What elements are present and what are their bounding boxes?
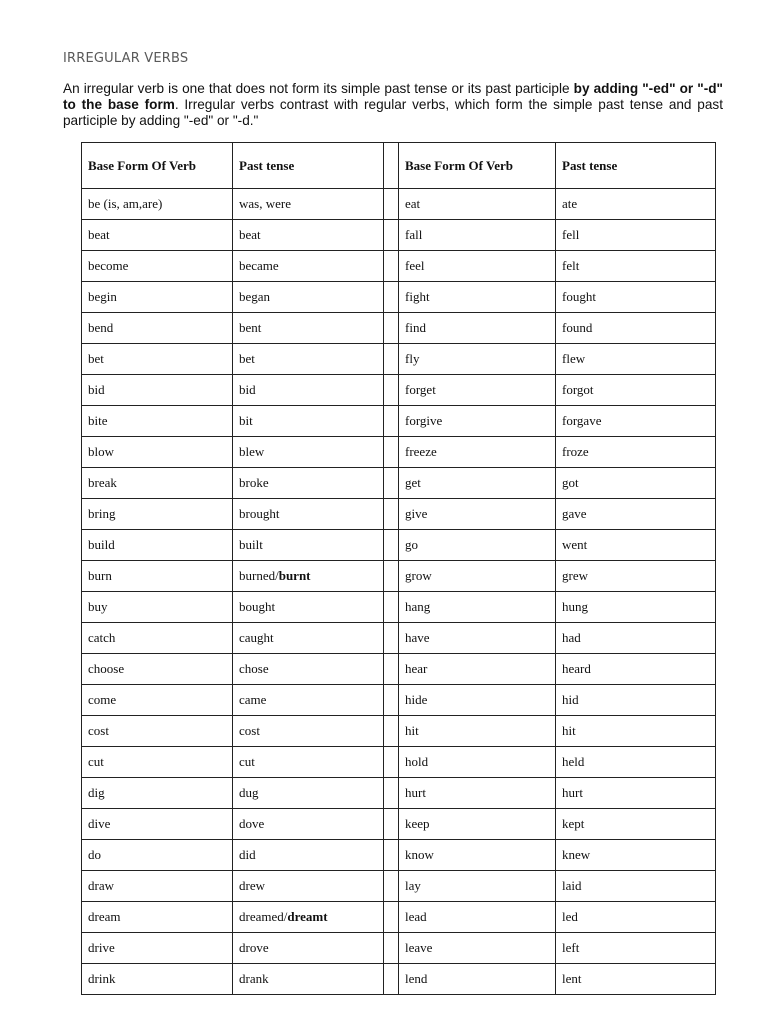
- past-tense-cell: [233, 561, 384, 592]
- intro-paragraph: [63, 81, 723, 129]
- past-tense-cell: found: [556, 313, 716, 344]
- past-tense-text: became: [239, 258, 279, 273]
- base-form-cell: find: [399, 313, 556, 344]
- past-tense-cell: [233, 592, 384, 623]
- base-form-cell: lay: [399, 871, 556, 902]
- past-tense-cell: flew: [556, 344, 716, 375]
- column-spacer-cell: [384, 437, 399, 468]
- past-tense-text: blew: [239, 444, 265, 459]
- past-tense-text: broke: [239, 475, 269, 490]
- past-tense-cell: ate: [556, 189, 716, 220]
- header-base-form-left: Base Form Of Verb: [82, 143, 233, 189]
- base-form-cell: catch: [82, 623, 233, 654]
- past-tense-cell: got: [556, 468, 716, 499]
- column-spacer-cell: [384, 189, 399, 220]
- past-tense-cell: [233, 654, 384, 685]
- past-tense-text: came: [239, 692, 267, 707]
- base-form-cell: come: [82, 685, 233, 716]
- past-tense-cell: [233, 716, 384, 747]
- past-tense-cell: hung: [556, 592, 716, 623]
- past-tense-text: cut: [239, 754, 255, 769]
- column-spacer-cell: [384, 282, 399, 313]
- header-past-tense-right: Past tense: [556, 143, 716, 189]
- table-row: [82, 871, 716, 902]
- past-tense-bold-variant: burnt: [278, 568, 311, 583]
- past-tense-text: built: [239, 537, 263, 552]
- column-spacer-cell: [384, 561, 399, 592]
- past-tense-text: did: [239, 847, 256, 862]
- intro-bold-phrase: by adding "-ed" or "-d" to the base form: [63, 81, 723, 112]
- past-tense-cell: lent: [556, 964, 716, 995]
- base-form-cell: have: [399, 623, 556, 654]
- past-tense-cell: [233, 220, 384, 251]
- base-form-cell: buy: [82, 592, 233, 623]
- past-tense-cell: froze: [556, 437, 716, 468]
- table-row: [82, 623, 716, 654]
- column-spacer-cell: [384, 902, 399, 933]
- past-tense-cell: [233, 530, 384, 561]
- past-tense-cell: went: [556, 530, 716, 561]
- table-row: [82, 933, 716, 964]
- past-tense-text: brought: [239, 506, 280, 521]
- table-row: [82, 499, 716, 530]
- past-tense-text: beat: [239, 227, 261, 242]
- column-spacer-cell: [384, 530, 399, 561]
- base-form-cell: drink: [82, 964, 233, 995]
- base-form-cell: hold: [399, 747, 556, 778]
- base-form-cell: draw: [82, 871, 233, 902]
- past-tense-text: dug: [239, 785, 259, 800]
- base-form-cell: choose: [82, 654, 233, 685]
- column-spacer-cell: [384, 220, 399, 251]
- table-row: [82, 530, 716, 561]
- table-row: [82, 251, 716, 282]
- column-spacer-cell: [384, 623, 399, 654]
- base-form-cell: fly: [399, 344, 556, 375]
- past-tense-text: drank: [239, 971, 269, 986]
- past-tense-cell: forgave: [556, 406, 716, 437]
- past-tense-cell: [233, 282, 384, 313]
- past-tense-text: cost: [239, 723, 260, 738]
- table-row: [82, 282, 716, 313]
- table-row: [82, 406, 716, 437]
- base-form-cell: know: [399, 840, 556, 871]
- past-tense-cell: [233, 840, 384, 871]
- column-spacer-cell: [384, 685, 399, 716]
- irregular-verbs-table: [81, 142, 716, 995]
- base-form-cell: beat: [82, 220, 233, 251]
- table-row: [82, 313, 716, 344]
- table-header-row: [82, 143, 716, 189]
- past-tense-text: bet: [239, 351, 255, 366]
- past-tense-cell: [233, 313, 384, 344]
- table-row: [82, 437, 716, 468]
- past-tense-cell: [233, 468, 384, 499]
- past-tense-bold-variant: dreamt: [287, 909, 328, 924]
- base-form-cell: dream: [82, 902, 233, 933]
- table-row: [82, 716, 716, 747]
- base-form-cell: cut: [82, 747, 233, 778]
- base-form-cell: forget: [399, 375, 556, 406]
- base-form-cell: fall: [399, 220, 556, 251]
- past-tense-cell: [233, 375, 384, 406]
- table-row: [82, 747, 716, 778]
- past-tense-text: caught: [239, 630, 274, 645]
- past-tense-cell: fell: [556, 220, 716, 251]
- past-tense-cell: hit: [556, 716, 716, 747]
- intro-text-start: An irregular verb is one that does not form its simple past tense or its past participle: [63, 81, 574, 96]
- intro-text-end: . Irregular verbs contrast with regular verbs, which form the simple past tense and past participle by adding "-ed" or "-d.": [63, 97, 723, 128]
- past-tense-cell: [233, 933, 384, 964]
- base-form-cell: fight: [399, 282, 556, 313]
- column-spacer-cell: [384, 747, 399, 778]
- past-tense-cell: hurt: [556, 778, 716, 809]
- past-tense-cell: [233, 344, 384, 375]
- past-tense-cell: [233, 685, 384, 716]
- base-form-cell: dive: [82, 809, 233, 840]
- base-form-cell: give: [399, 499, 556, 530]
- past-tense-cell: [233, 747, 384, 778]
- column-spacer-cell: [384, 375, 399, 406]
- base-form-cell: break: [82, 468, 233, 499]
- table-row: [82, 685, 716, 716]
- table-row: [82, 840, 716, 871]
- table-row: [82, 344, 716, 375]
- base-form-cell: hang: [399, 592, 556, 623]
- past-tense-text: dove: [239, 816, 265, 831]
- past-tense-cell: felt: [556, 251, 716, 282]
- past-tense-cell: held: [556, 747, 716, 778]
- base-form-cell: burn: [82, 561, 233, 592]
- past-tense-text: bit: [239, 413, 253, 428]
- base-form-cell: grow: [399, 561, 556, 592]
- base-form-cell: go: [399, 530, 556, 561]
- table-row: [82, 592, 716, 623]
- base-form-cell: eat: [399, 189, 556, 220]
- past-tense-cell: [233, 902, 384, 933]
- column-spacer-cell: [384, 809, 399, 840]
- column-spacer-cell: [384, 313, 399, 344]
- base-form-cell: hide: [399, 685, 556, 716]
- past-tense-text: was, were: [239, 196, 291, 211]
- base-form-cell: lend: [399, 964, 556, 995]
- table-row: [82, 809, 716, 840]
- base-form-cell: build: [82, 530, 233, 561]
- base-form-cell: lead: [399, 902, 556, 933]
- past-tense-cell: heard: [556, 654, 716, 685]
- past-tense-cell: led: [556, 902, 716, 933]
- table-row: [82, 778, 716, 809]
- base-form-cell: bite: [82, 406, 233, 437]
- table-row: [82, 189, 716, 220]
- base-form-cell: hear: [399, 654, 556, 685]
- page-title: IRREGULAR VERBS: [63, 51, 189, 66]
- past-tense-cell: left: [556, 933, 716, 964]
- past-tense-cell: [233, 964, 384, 995]
- past-tense-cell: kept: [556, 809, 716, 840]
- table-row: [82, 375, 716, 406]
- base-form-cell: bid: [82, 375, 233, 406]
- past-tense-cell: [233, 406, 384, 437]
- base-form-cell: bring: [82, 499, 233, 530]
- past-tense-cell: [233, 871, 384, 902]
- table-row: [82, 902, 716, 933]
- base-form-cell: dig: [82, 778, 233, 809]
- past-tense-text: bid: [239, 382, 256, 397]
- base-form-cell: keep: [399, 809, 556, 840]
- past-tense-cell: [233, 499, 384, 530]
- past-tense-cell: [233, 623, 384, 654]
- column-spacer: [384, 143, 399, 189]
- base-form-cell: become: [82, 251, 233, 282]
- past-tense-text: dreamed/: [239, 909, 288, 924]
- header-past-tense-left: Past tense: [233, 143, 384, 189]
- base-form-cell: drive: [82, 933, 233, 964]
- verb-rows: [82, 189, 716, 995]
- past-tense-cell: gave: [556, 499, 716, 530]
- column-spacer-cell: [384, 344, 399, 375]
- base-form-cell: freeze: [399, 437, 556, 468]
- table-row: [82, 561, 716, 592]
- column-spacer-cell: [384, 778, 399, 809]
- table-row: [82, 964, 716, 995]
- column-spacer-cell: [384, 251, 399, 282]
- base-form-cell: begin: [82, 282, 233, 313]
- past-tense-cell: fought: [556, 282, 716, 313]
- base-form-cell: forgive: [399, 406, 556, 437]
- past-tense-cell: [233, 251, 384, 282]
- table-row: [82, 220, 716, 251]
- column-spacer-cell: [384, 871, 399, 902]
- base-form-cell: cost: [82, 716, 233, 747]
- base-form-cell: bend: [82, 313, 233, 344]
- past-tense-cell: grew: [556, 561, 716, 592]
- column-spacer-cell: [384, 716, 399, 747]
- past-tense-text: burned/: [239, 568, 279, 583]
- base-form-cell: bet: [82, 344, 233, 375]
- column-spacer-cell: [384, 592, 399, 623]
- column-spacer-cell: [384, 468, 399, 499]
- base-form-cell: blow: [82, 437, 233, 468]
- column-spacer-cell: [384, 964, 399, 995]
- past-tense-cell: [233, 809, 384, 840]
- past-tense-text: bought: [239, 599, 276, 614]
- column-spacer-cell: [384, 933, 399, 964]
- base-form-cell: hit: [399, 716, 556, 747]
- past-tense-text: drew: [239, 878, 265, 893]
- past-tense-cell: laid: [556, 871, 716, 902]
- past-tense-cell: [233, 437, 384, 468]
- column-spacer-cell: [384, 840, 399, 871]
- past-tense-cell: hid: [556, 685, 716, 716]
- past-tense-text: bent: [239, 320, 262, 335]
- table-row: [82, 468, 716, 499]
- past-tense-cell: [233, 778, 384, 809]
- past-tense-cell: knew: [556, 840, 716, 871]
- base-form-cell: hurt: [399, 778, 556, 809]
- past-tense-text: began: [239, 289, 271, 304]
- base-form-cell: do: [82, 840, 233, 871]
- base-form-cell: be (is, am,are): [82, 189, 233, 220]
- column-spacer-cell: [384, 654, 399, 685]
- past-tense-text: chose: [239, 661, 269, 676]
- base-form-cell: leave: [399, 933, 556, 964]
- base-form-cell: feel: [399, 251, 556, 282]
- past-tense-cell: had: [556, 623, 716, 654]
- column-spacer-cell: [384, 499, 399, 530]
- past-tense-cell: forgot: [556, 375, 716, 406]
- table-row: [82, 654, 716, 685]
- header-base-form-right: Base Form Of Verb: [399, 143, 556, 189]
- column-spacer-cell: [384, 406, 399, 437]
- past-tense-text: drove: [239, 940, 269, 955]
- base-form-cell: get: [399, 468, 556, 499]
- past-tense-cell: [233, 189, 384, 220]
